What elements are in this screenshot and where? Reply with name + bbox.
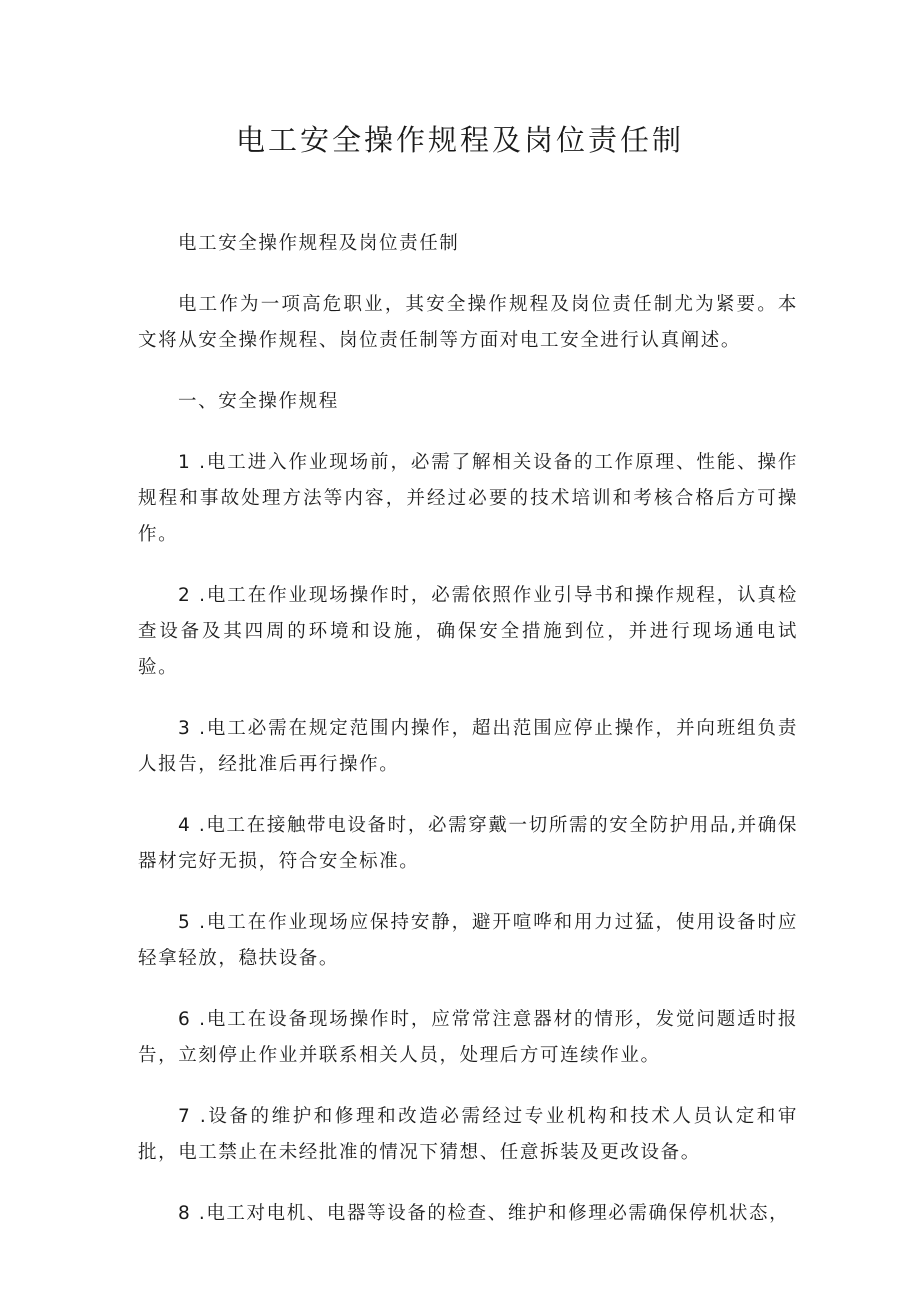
- rule-paragraph: 5 .电工在作业现场应保持安静，避开喧哗和用力过猛，使用设备时应轻拿轻放，稳扶设备。: [138, 912, 798, 969]
- rule-paragraph: 4 .电工在接触带电设备时，必需穿戴一切所需的安全防护用品,并确保器材完好无损，符合安全标准。: [138, 815, 798, 872]
- rule-paragraph: 6 .电工在设备现场操作时，应常常注意器材的情形，发觉问题适时报告，立刻停止作业并联系相关人员，处理后方可连续作业。: [138, 1009, 798, 1066]
- document-body: [138, 226, 798, 1257]
- section-heading: 一、安全操作规程: [178, 391, 339, 412]
- rule-paragraph: 3 .电工必需在规定范围内操作，超出范围应停止操作，并向班组负责人报告，经批准后再行操作。: [138, 718, 798, 775]
- intro-paragraph: 电工作为一项高危职业，其安全操作规程及岗位责任制尤为紧要。本文将从安全操作规程、岗位责任制等方面对电工安全进行认真阐述。: [138, 294, 798, 351]
- document-subtitle: 电工安全操作规程及岗位责任制: [178, 233, 460, 254]
- rule-paragraph: 1 .电工进入作业现场前，必需了解相关设备的工作原理、性能、操作规程和事故处理方法等内容，并经过必要的技术培训和考核合格后方可操作。: [138, 452, 798, 545]
- rule-paragraph: 2 .电工在作业现场操作时，必需依照作业引导书和操作规程，认真检查设备及其四周的环境和设施，确保安全措施到位，并进行现场通电试验。: [138, 585, 798, 678]
- rule-paragraph: 8 .电工对电机、电器等设备的检查、维护和修理必需确保停机状态，: [178, 1203, 790, 1224]
- rule-paragraph: 7 .设备的维护和修理和改造必需经过专业机构和技术人员认定和审批，电工禁止在未经批准的情况下猜想、任意拆装及更改设备。: [138, 1106, 798, 1163]
- document-title: 电工安全操作规程及岗位责任制: [235, 123, 684, 157]
